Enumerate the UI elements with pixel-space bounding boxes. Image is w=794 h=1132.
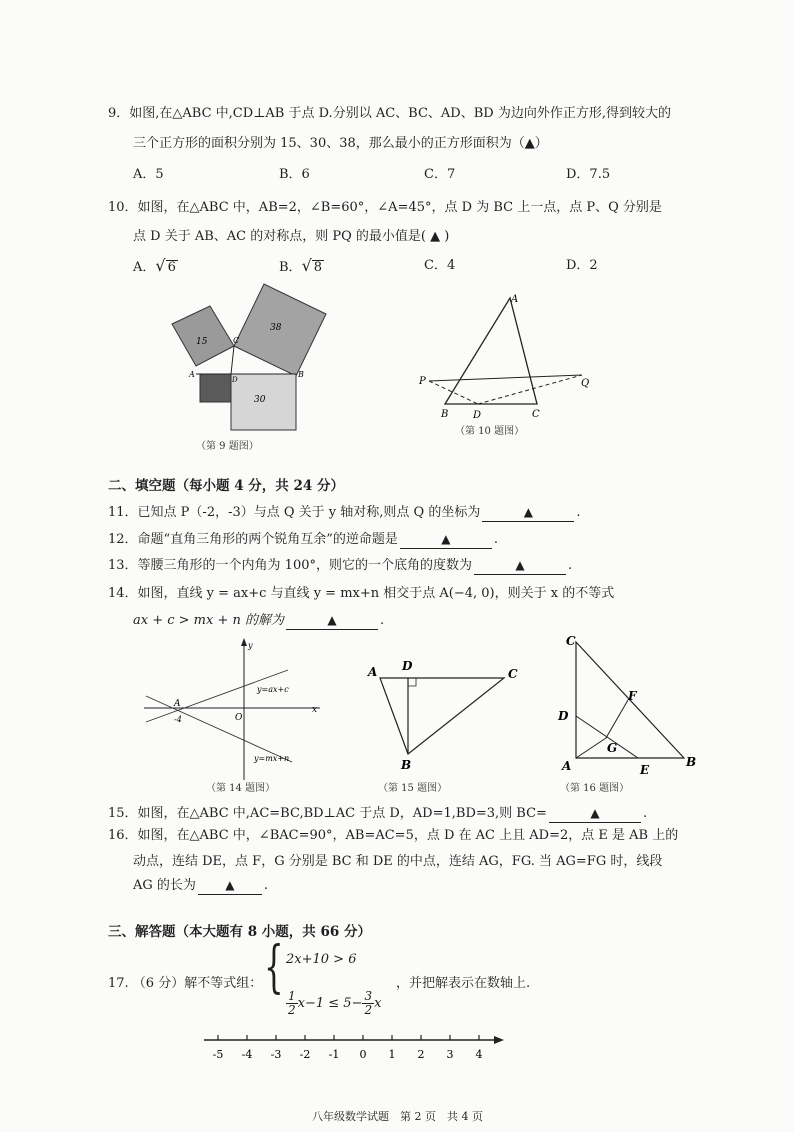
fig16-point-b: B <box>686 755 697 769</box>
q10-option-b-letter: B． <box>279 260 302 275</box>
triangle-icon: ▲ <box>441 532 451 546</box>
q15-text: 15．如图，在△ABC 中,AC=BC,BD⊥AC 于点 D，AD=1,BD=3,则 BC= <box>108 806 547 821</box>
q17-label: 17. （6 分）解不等式组： <box>108 976 263 991</box>
fig10-dashed-dq <box>478 375 582 404</box>
triangle-icon: ▲ <box>523 505 533 519</box>
fig10-point-a: A <box>511 294 519 305</box>
fig14-caption: （第 14 题图） <box>206 783 276 794</box>
q10-option-c: C．4 <box>424 258 456 273</box>
q17-inequality-1: 2x+10 > 6 <box>286 952 357 967</box>
number-line-label: 4 <box>475 1048 483 1061</box>
fig9-area-15: 15 <box>196 337 208 347</box>
arrow-up-icon <box>241 638 247 646</box>
q9-option-d: D．7.5 <box>566 167 611 182</box>
fig9-point-d: D <box>232 376 238 384</box>
q14-answer-blank[interactable] <box>286 612 378 630</box>
q13-answer-blank[interactable] <box>474 557 566 575</box>
section2-title: 二、填空题（每小题 4 分，共 24 分） <box>108 478 344 494</box>
fig9-point-a: A <box>189 370 195 379</box>
q13-period: . <box>568 558 573 573</box>
fig9-square-smallest <box>200 374 231 402</box>
fig15-point-b: B <box>401 758 412 772</box>
fig14-origin: O <box>235 713 243 723</box>
fig14-label-minus4: -4 <box>174 715 182 724</box>
q17-instruction: ，并把解表示在数轴上. <box>396 976 531 991</box>
q9-option-c: C．7 <box>424 167 456 182</box>
q10-option-a <box>133 256 178 278</box>
q11-period: . <box>576 505 581 520</box>
q16-answer-blank[interactable] <box>198 877 262 895</box>
fig9-square-15 <box>172 306 234 366</box>
q16-line3 <box>133 876 268 896</box>
q14-line2 <box>133 611 384 631</box>
page-footer: 八年级数学试题 第 2 页 共 4 页 <box>312 1110 483 1123</box>
fig9-point-c: C <box>233 336 240 345</box>
fig16-diagram <box>552 632 702 780</box>
fig14-label-mx-n: y=mx+n <box>254 754 290 763</box>
fig10-dashed-pd <box>429 381 478 404</box>
number-line-label: -3 <box>270 1048 282 1061</box>
number-line[interactable] <box>200 1030 510 1066</box>
triangle-icon: ▲ <box>515 558 525 572</box>
q17-inequality-2-middle: x−1 ≤ 5− <box>297 996 363 1011</box>
number-line-label: 2 <box>417 1048 425 1061</box>
q12-answer-blank[interactable] <box>400 531 492 549</box>
number-line-label: 1 <box>388 1048 396 1061</box>
fig16-point-c: C <box>566 634 576 648</box>
q15 <box>108 804 647 824</box>
q10-option-d: D．2 <box>566 258 598 273</box>
fig15-point-d: D <box>402 659 413 673</box>
fig14-line-ax-c <box>146 670 288 722</box>
fig14-label-ax-c: y=ax+c <box>257 685 289 694</box>
fig9-point-b: B <box>298 370 304 379</box>
q17-fraction-three-halves-den: 2 <box>364 1003 373 1017</box>
fig16-point-f: F <box>628 689 637 703</box>
q17-fraction-half-num: 1 <box>288 989 296 1003</box>
triangle-icon: ▲ <box>225 878 235 892</box>
q15-period: . <box>642 806 648 821</box>
q16-line1: 16．如图，在△ABC 中，∠BAC=90°，AB=AC=5，点 D 在 AC 上且 AD=2，点 E 是 AB 上的 <box>108 828 679 843</box>
number-line-label: -1 <box>328 1048 340 1061</box>
q17-inequality-2 <box>286 990 381 1017</box>
sqrt-icon: √ <box>301 256 312 275</box>
section3-title: 三、解答题（本大题有 8 小题，共 66 分） <box>108 924 371 940</box>
fig9-area-30: 30 <box>254 395 266 405</box>
q16-period: . <box>263 878 269 893</box>
fig10-point-b: B <box>441 409 449 420</box>
fig9-area-38: 38 <box>270 323 282 333</box>
q9-option-b: B．6 <box>279 167 310 182</box>
right-angle-icon <box>408 678 416 686</box>
fig15-point-c: C <box>508 667 518 681</box>
fig14-label-y: y <box>248 641 253 650</box>
q11-answer-blank[interactable] <box>482 504 574 522</box>
q9-line2: 三个正方形的面积分别为 15、30、38，那么最小的正方形面积为（▲） <box>133 136 548 151</box>
fig10-point-d: D <box>473 410 482 421</box>
q16-text: AG 的长为 <box>133 878 196 893</box>
q14-text: ax + c > mx + n 的解为 <box>133 613 284 628</box>
q17-fraction-three-halves-num: 3 <box>364 989 373 1003</box>
q11 <box>108 503 580 523</box>
fig9-altitude-cd <box>231 346 234 374</box>
q9-line1: 9．如图,在△ABC 中,CD⊥AB 于点 D.分别以 AC、BC、AD、BD 为边向外作正方形,得到较大的 <box>108 106 671 121</box>
fig10-caption: （第 10 题图） <box>455 426 525 437</box>
fig10-point-p: P <box>419 376 426 387</box>
fig15-caption: （第 15 题图） <box>378 783 448 794</box>
q11-text: 11．已知点 P（-2，-3）与点 Q 关于 y 轴对称,则点 Q 的坐标为 <box>108 505 481 520</box>
q13-text: 13．等腰三角形的一个内角为 100°，则它的一个底角的度数为 <box>108 558 472 573</box>
q9-option-a: A．5 <box>133 167 164 182</box>
fig14-diagram <box>140 636 330 782</box>
sqrt-icon: √ <box>155 256 166 275</box>
q15-answer-blank[interactable] <box>549 805 641 823</box>
number-line-label: -2 <box>299 1048 311 1061</box>
q17-inequality-2-end: x <box>374 996 382 1011</box>
q12 <box>108 530 498 550</box>
number-line-label: 0 <box>359 1048 367 1061</box>
fig9-diagram <box>160 276 330 436</box>
q17-fraction-three-halves <box>362 990 374 1017</box>
fig9-caption: （第 9 题图） <box>196 441 259 452</box>
fig16-caption: （第 16 题图） <box>560 783 630 794</box>
fig10-point-c: C <box>532 409 540 420</box>
arrow-right-icon <box>494 1036 504 1044</box>
q14-line1: 14．如图，直线 y = ax+c 与直线 y = mx+n 相交于点 A(−4, 0)，则关于 x 的不等式 <box>108 586 615 601</box>
fig10-triangle-abc <box>445 298 537 404</box>
q12-period: . <box>493 532 498 547</box>
fig15-point-a: A <box>368 665 378 679</box>
fig15-diagram <box>366 654 526 774</box>
fig16-segment-fg <box>606 700 628 738</box>
q17-fraction-half-den: 2 <box>288 1003 296 1017</box>
brace-icon: { <box>264 935 284 1000</box>
q12-text: 12．命题“直角三角形的两个锐角互余”的逆命题是 <box>108 532 398 547</box>
fig14-point-a: A <box>174 699 181 709</box>
number-line-label: -4 <box>241 1048 253 1061</box>
q10-option-a-radicand: 6 <box>167 260 176 275</box>
fig15-triangle-abc <box>380 678 504 754</box>
triangle-icon: ▲ <box>590 806 600 820</box>
fig16-point-g: G <box>607 741 618 755</box>
triangle-icon: ▲ <box>327 613 337 627</box>
fig10-diagram <box>410 288 610 428</box>
fig14-label-x: x <box>312 705 318 715</box>
fig16-point-a: A <box>562 759 572 773</box>
q10-line1: 10．如图，在△ABC 中，AB=2，∠B=60°，∠A=45°，点 D 为 BC 上一点，点 P、Q 分别是 <box>108 200 662 215</box>
fig16-point-d: D <box>558 709 569 723</box>
q10-line2: 点 D 关于 AB、AC 的对称点，则 PQ 的最小值是( ▲ ) <box>133 229 450 244</box>
fig10-point-q: Q <box>581 378 590 389</box>
q13 <box>108 556 572 576</box>
fig14-line-mx-n <box>146 696 292 762</box>
fig16-point-e: E <box>640 763 650 777</box>
q16-line2: 动点，连结 DE，点 F，G 分别是 BC 和 DE 的中点，连结 AG，FG. 当 AG=FG 时，线段 <box>133 854 663 869</box>
fig16-segment-ag <box>576 738 606 758</box>
q10-option-b <box>279 256 324 278</box>
number-line-label: -5 <box>212 1048 224 1061</box>
q17-fraction-half <box>286 990 298 1017</box>
q10-option-b-radicand: 8 <box>313 260 323 275</box>
number-line-label: 3 <box>446 1048 454 1061</box>
q10-option-a-letter: A． <box>133 260 156 275</box>
fig10-segment-pq <box>429 375 582 381</box>
q14-period: . <box>380 613 385 628</box>
